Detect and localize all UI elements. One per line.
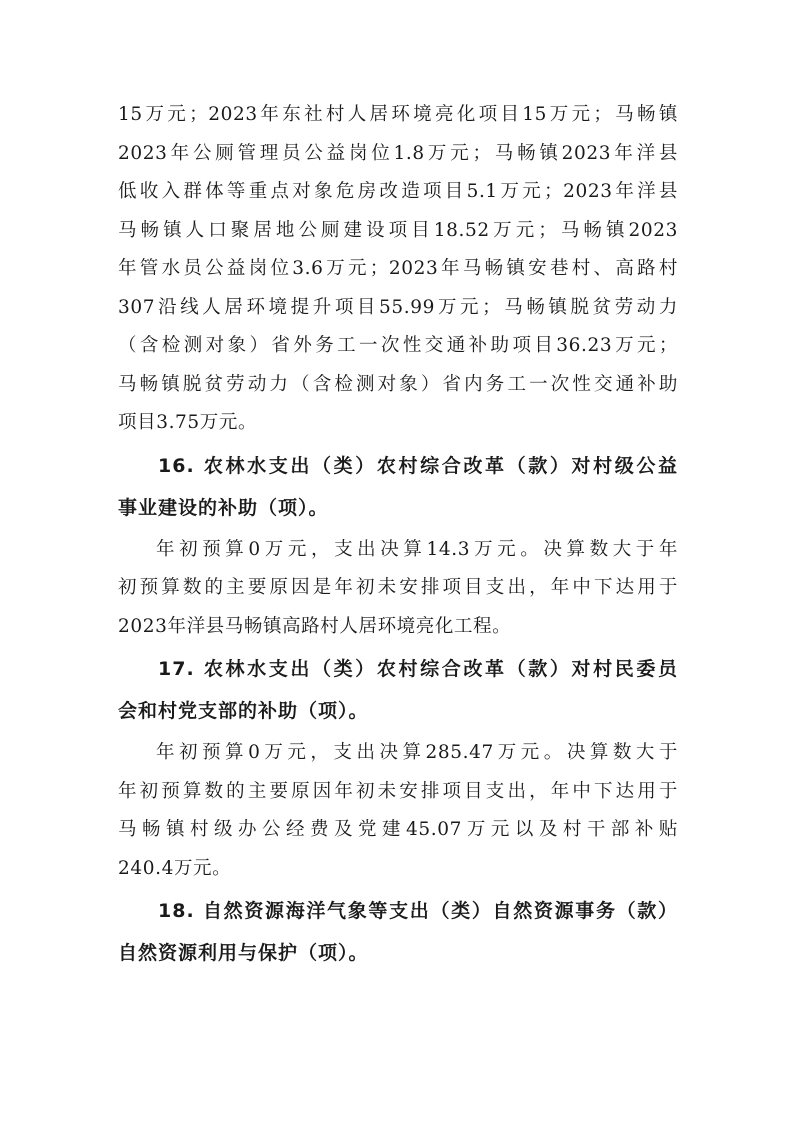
text-line: 年初预算0万元，支出决算14.3万元。决算数大于年 (156, 538, 678, 560)
heading-line: 会和村党支部的补助（项）。 (118, 700, 369, 722)
text-line: 年初预算0万元，支出决算285.47万元。决算数大于 (156, 742, 678, 763)
text-line: 低收入群体等重点对象危房改造项目5.1万元；2023年洋县 (118, 181, 678, 202)
section-17-heading (118, 648, 678, 732)
section-17-body (118, 734, 678, 888)
text-line: 240.4万元。 (118, 857, 232, 879)
paragraph-continued (118, 96, 678, 443)
text-line: 马畅镇脱贫劳动力（含检测对象）省内务工一次性交通补助 (118, 373, 678, 395)
text-line: 初预算数的主要原因是年初未安排项目支出，年中下达用于 (118, 577, 678, 598)
heading-line: 事业建设的补助（项）。 (118, 496, 329, 519)
text-line: 年管水员公益岗位3.6万元；2023年马畅镇安巷村、高路村 (118, 258, 678, 279)
heading-line: 自然资源利用与保护（项）。 (118, 942, 369, 964)
text-line: 马畅镇人口聚居地公厕建设项目18.52万元；马畅镇2023 (118, 219, 678, 241)
document-page (118, 96, 678, 974)
text-line: 307沿线人居环境提升项目55.99万元；马畅镇脱贫劳动力 (118, 296, 678, 318)
section-18-heading (118, 890, 678, 974)
section-16-body (118, 531, 678, 647)
heading-line: 17. 农林水支出（类）农村综合改革（款）对村民委员 (158, 658, 678, 680)
text-line: （含检测对象）省外务工一次性交通补助项目36.23万元； (118, 335, 678, 356)
text-line: 2023年洋县马畅镇高路村人居环境亮化工程。 (118, 615, 512, 637)
heading-line: 16. 农林水支出（类）农村综合改革（款）对村级公益 (158, 454, 678, 477)
heading-line: 18. 自然资源海洋气象等支出（类）自然资源事务（款） (158, 900, 678, 922)
text-line: 2023年公厕管理员公益岗位1.8万元；马畅镇2023年洋县 (118, 142, 678, 164)
text-line: 15万元；2023年东社村人居环境亮化项目15万元；马畅镇 (118, 104, 678, 125)
text-line: 马畅镇村级办公经费及党建45.07万元以及村干部补贴 (118, 819, 678, 840)
text-line: 年初预算数的主要原因年初未安排项目支出，年中下达用于 (118, 780, 678, 802)
section-16-heading (118, 445, 678, 529)
text-line: 项目3.75万元。 (118, 412, 258, 433)
